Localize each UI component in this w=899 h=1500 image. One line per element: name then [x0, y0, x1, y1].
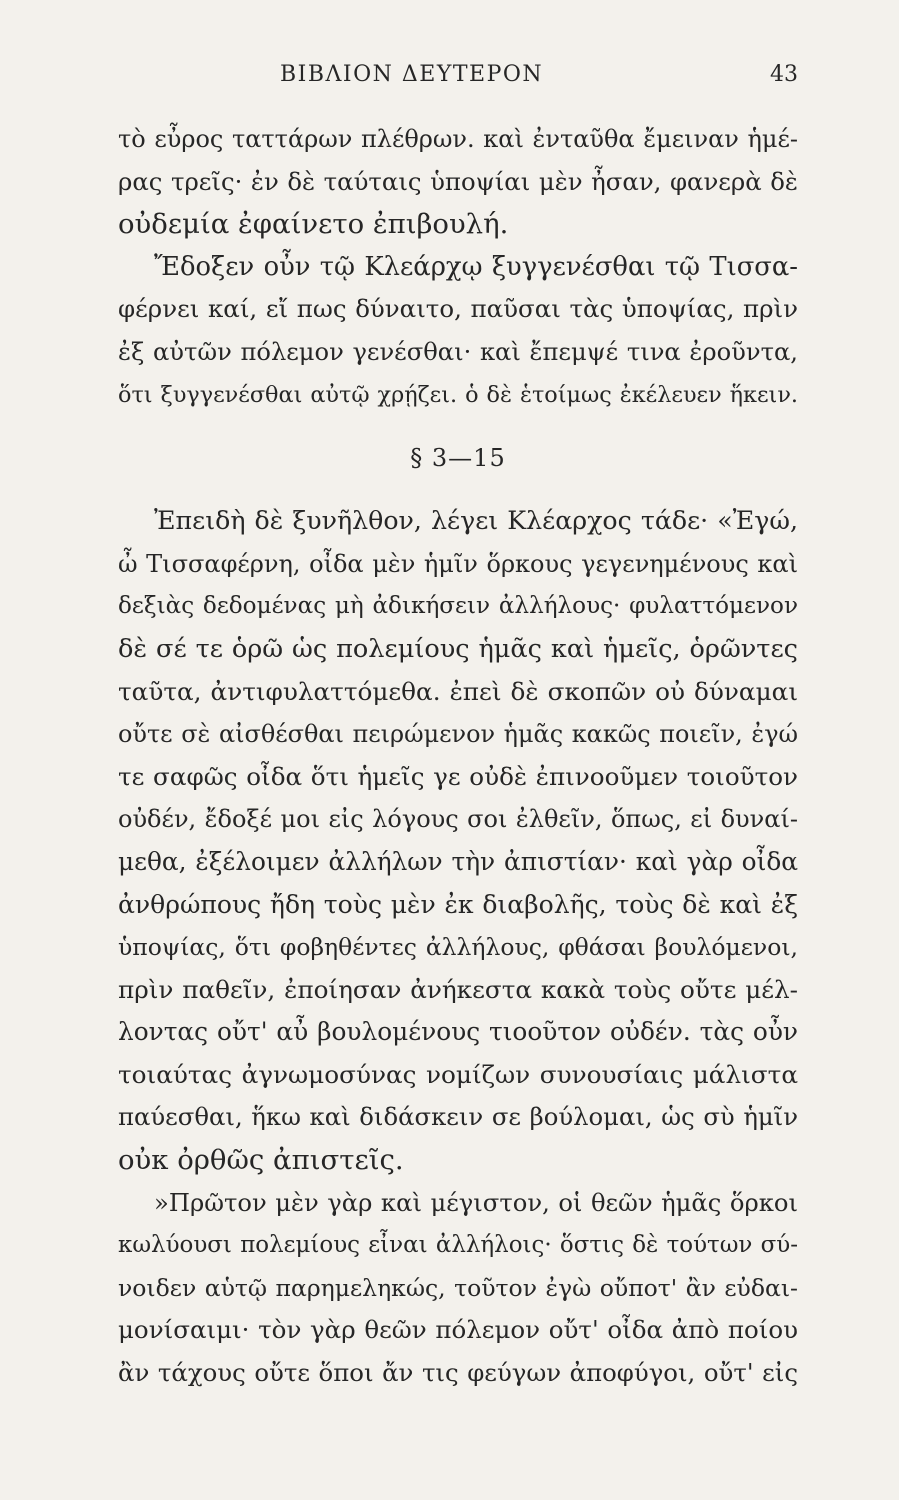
- text-line: τε σαφῶς οἶδα ὅτι ἡμεῖς γε οὐδὲ ἐπινοοῦμεν τοιοῦτον: [118, 761, 798, 791]
- text-line: κωλύουσι πολεμίους εἶναι ἀλλήλοις· ὅστις δὲ τούτων σύ-: [118, 1232, 798, 1259]
- text-line: νοιδεν αὑτῷ παρημεληκώς, τοῦτον ἐγὼ οὔποτ' ἂν εὐδαι-: [118, 1273, 798, 1302]
- text-line: ρας τρεῖς· ἐν δὲ ταύταις ὑποψίαι μὲν ἦσαν, φανερὰ δὲ: [118, 166, 798, 196]
- body-text: [118, 118, 798, 1395]
- text-line: πρὶν παθεῖν, ἐποίησαν ἀνήκεστα κακὰ τοὺς οὔτε μέλ-: [118, 974, 798, 1004]
- text-line: ὦ Τισσαφέρνη, οἶδα μὲν ἡμῖν ὅρκους γεγενημένους καὶ: [118, 549, 798, 578]
- running-head: [118, 62, 798, 96]
- paragraph-1: [118, 118, 798, 246]
- paragraph-3: [118, 500, 798, 1182]
- text-line: τοιαύτας ἀγνωμοσύνας νομίζων συνουσίαις μάλιστα: [118, 1059, 798, 1089]
- section-heading-text: § 3—15: [410, 444, 506, 473]
- text-line: οὐδεμία ἐφαίνετο ἐπιβουλή.: [118, 208, 509, 241]
- text-line: ταῦτα, ἀντιφυλαττόμεθα. ἐπεὶ δὲ σκοπῶν οὐ δύναμαι: [118, 676, 798, 706]
- text-line: δὲ σέ τε ὁρῶ ὡς πολεμίους ἡμᾶς καὶ ἡμεῖς, ὁρῶντες: [118, 633, 798, 664]
- text-line: ὅτι ξυγγενέσθαι αὐτῷ χρῄζει. ὁ δὲ ἑτοίμως ἐκέλευεν ἥκειν.: [118, 381, 798, 408]
- text-line: δεξιὰς δεδομένας μὴ ἀδικήσειν ἀλλήλους· φυλαττόμενον: [118, 593, 798, 620]
- page-number: 43: [770, 62, 798, 87]
- text-line: φέρνει καί, εἴ πως δύναιτο, παῦσαι τὰς ὑποψίας, πρὶν: [118, 294, 798, 324]
- text-line: λοντας οὔτ' αὖ βουλομένους τιοοῦτον οὐδέν. τὰς οὖν: [118, 1017, 798, 1047]
- text-line: Ἔδοξεν οὖν τῷ Κλεάρχῳ ξυγγενέσθαι τῷ Τισσα-: [154, 251, 798, 282]
- text-line: μονίσαιμι· τὸν γὰρ θεῶν πόλεμον οὔτ' οἶδα ἀπὸ ποίου: [118, 1315, 798, 1345]
- text-line: ἀνθρώπους ἤδη τοὺς μὲν ἐκ διαβολῆς, τοὺς δὲ καὶ ἐξ: [118, 889, 798, 919]
- text-line: μεθα, ἐξέλοιμεν ἀλλήλων τὴν ἀπιστίαν· καὶ γὰρ οἶδα: [118, 846, 798, 876]
- text-line: οὐκ ὀρθῶς ἀπιστεῖς.: [118, 1144, 404, 1177]
- text-line: »Πρῶτον μὲν γὰρ καὶ μέγιστον, οἱ θεῶν ἡμᾶς ὅρκοι: [154, 1187, 798, 1217]
- text-line: ἐξ αὐτῶν πόλεμον γενέσθαι· καὶ ἔπεμψέ τινα ἐροῦντα,: [118, 337, 798, 366]
- text-line: οὐδέν, ἔδοξέ μοι εἰς λόγους σοι ἐλθεῖν, ὅπως, εἰ δυναί-: [118, 805, 798, 834]
- running-title: ΒΙΒΛΙΟΝ ΔΕΥΤΕΡΟΝ: [280, 62, 544, 87]
- text-line: Ἐπειδὴ δὲ ξυνῆλθον, λέγει Κλέαρχος τάδε· «Ἐγώ,: [154, 506, 798, 536]
- paragraph-4: [118, 1182, 798, 1395]
- text-line: ἂν τάχους οὔτε ὅποι ἄν τις φεύγων ἀποφύγοι, οὔτ' εἰς: [118, 1358, 798, 1388]
- text-line: ὑποψίας, ὅτι φοβηθέντες ἀλλήλους, φθάσαι βουλόμενοι,: [118, 933, 798, 962]
- text-line: τὸ εὖρος ταττάρων πλέθρων. καὶ ἐνταῦθα ἔμειναν ἡμέ-: [118, 125, 798, 153]
- section-heading: [118, 416, 798, 500]
- text-line: οὔτε σὲ αἰσθέσθαι πειρώμενον ἡμᾶς κακῶς ποιεῖν, ἐγώ: [118, 720, 798, 749]
- text-line: παύεσθαι, ἥκω καὶ διδάσκειν σε βούλομαι, ὡς σὺ ἡμῖν: [118, 1102, 798, 1132]
- paragraph-2: [118, 246, 798, 416]
